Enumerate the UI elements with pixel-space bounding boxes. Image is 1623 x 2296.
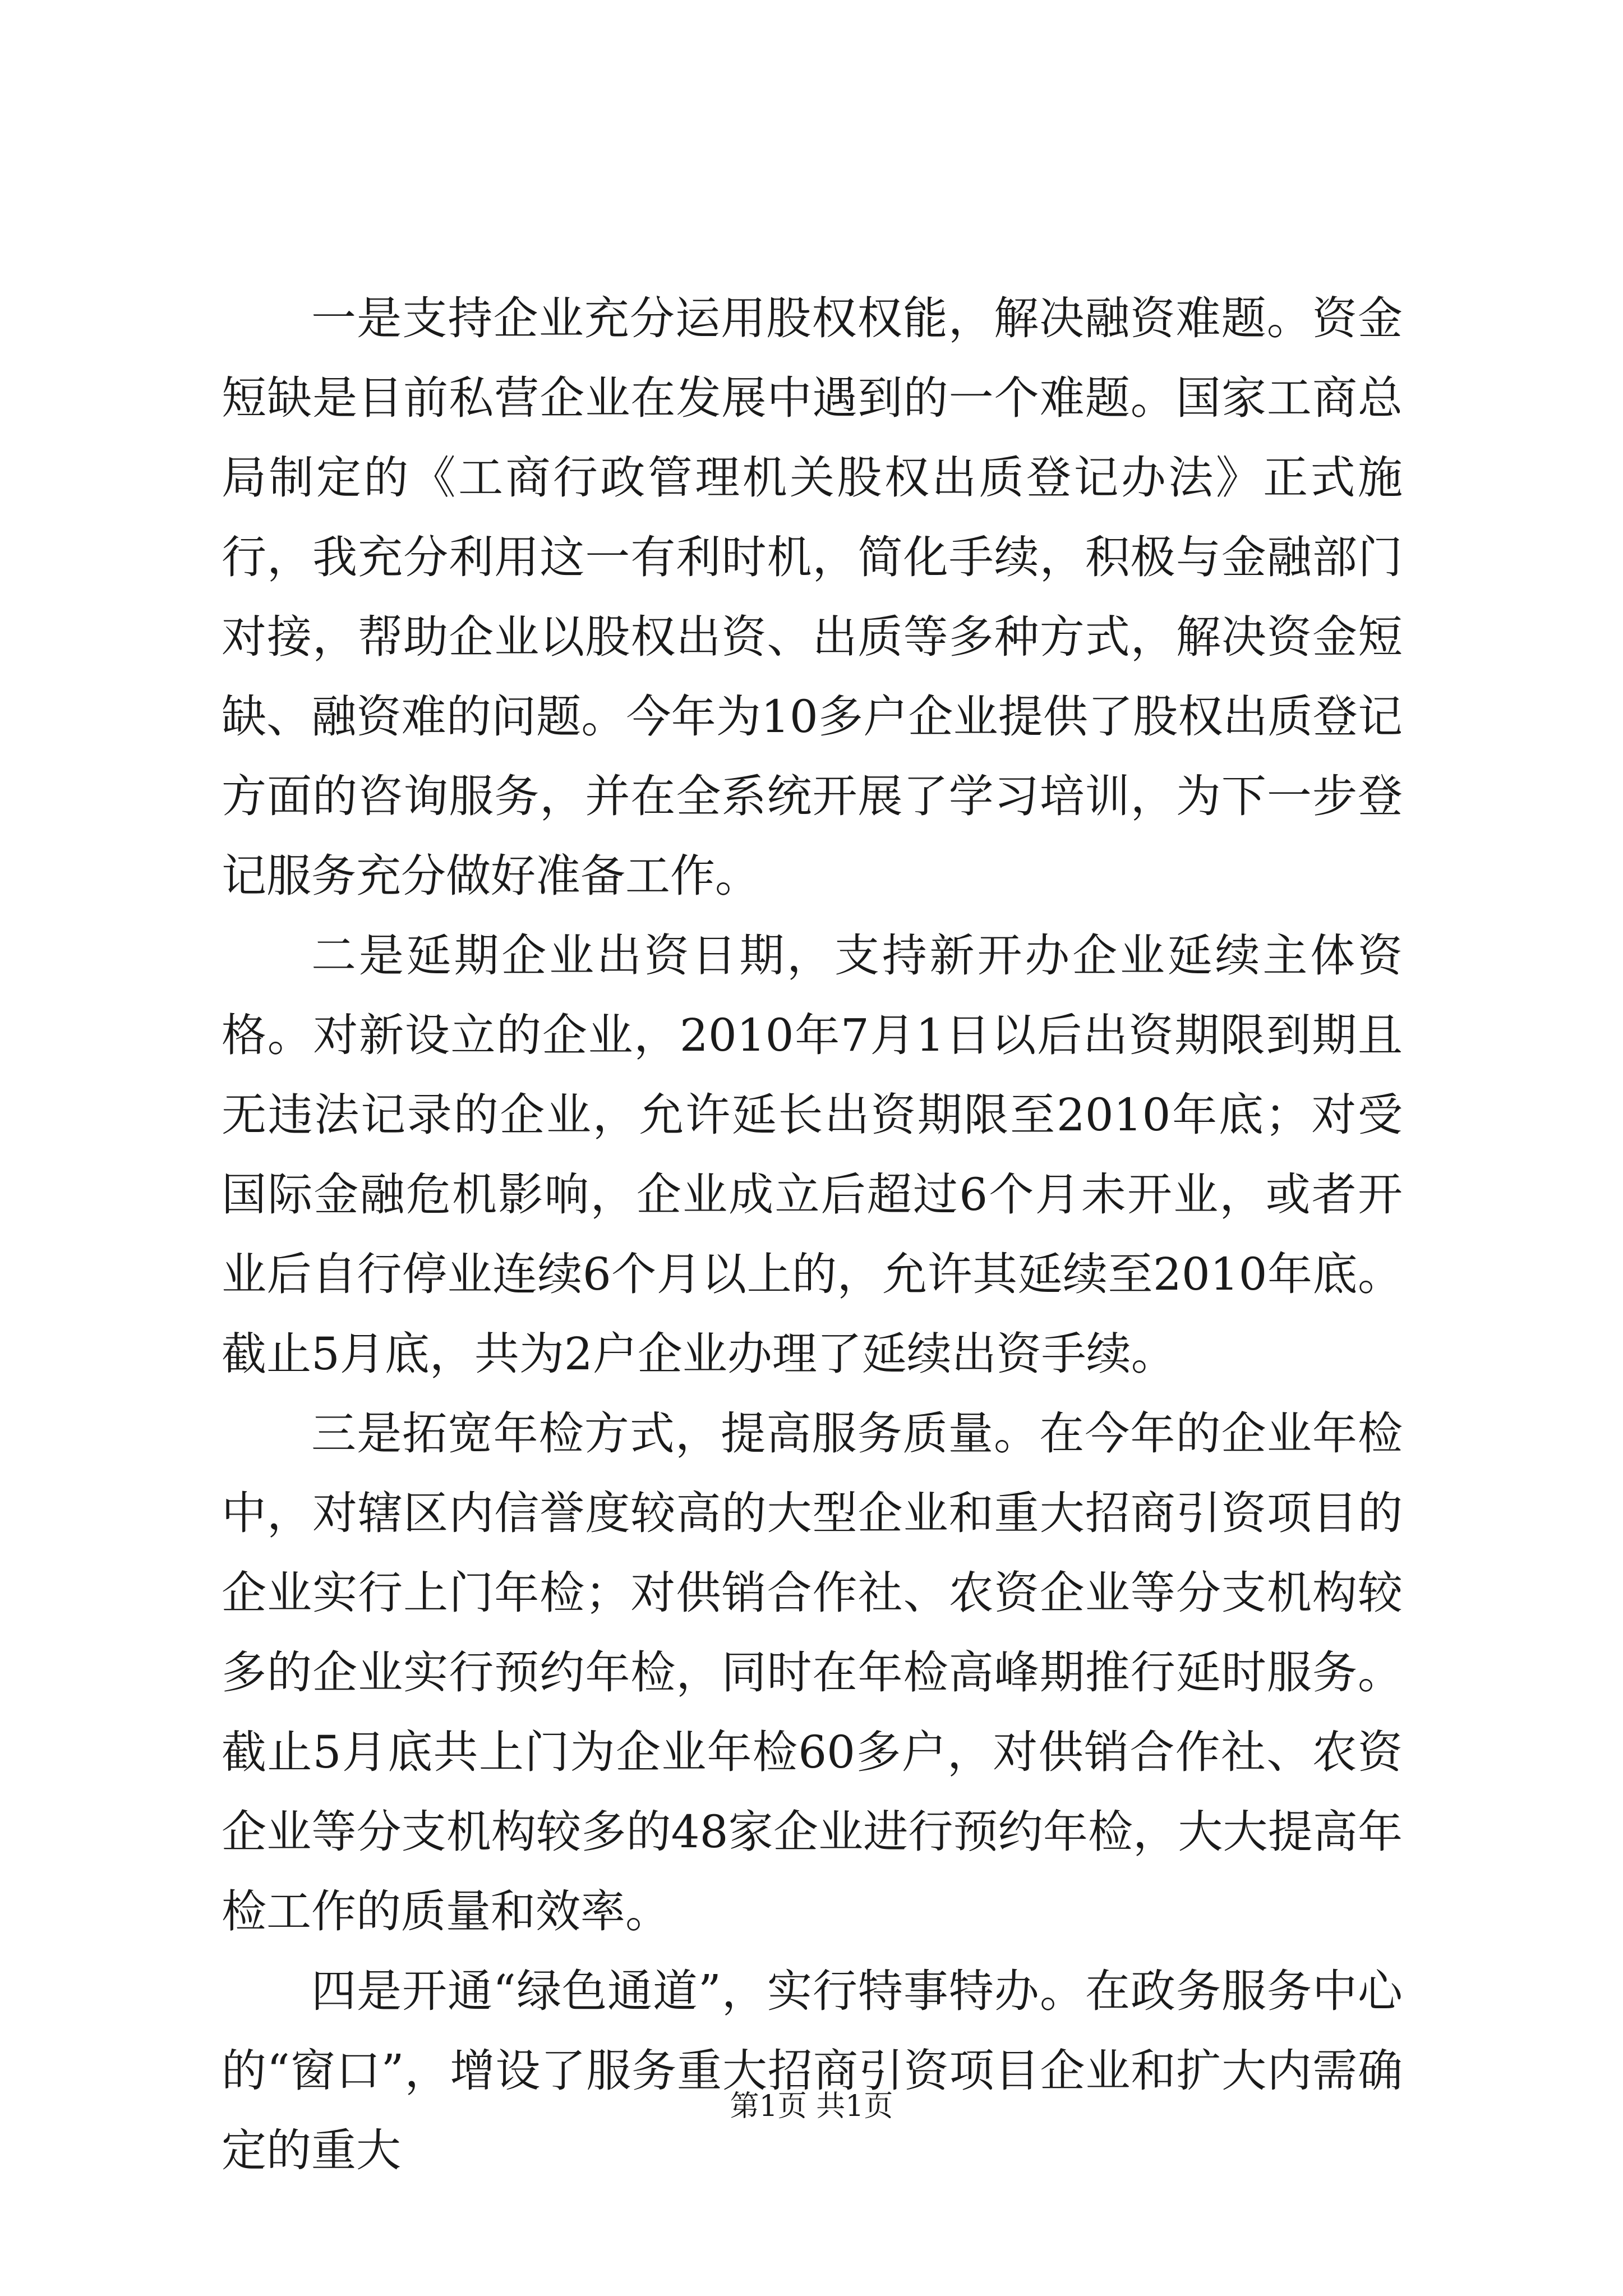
paragraph-equity-pledge: 一是支持企业充分运用股权权能，解决融资难题。资金短缺是目前私营企业在发展中遇到的一个难题。国家工商总局制定的《工商行政管理机关股权出质登记办法》正式施行，我充分利用这一有利时机，简化手续，积极与金融部门对接，帮助企业以股权出资、出质等多种方式，解决资金短缺、融资难的问题。今年为10多户企业提供了股权出质登记方面的咨询服务，并在全系统开展了学习培训，为下一步登记服务充分做好准备工作。 <box>222 292 1403 902</box>
page-footer: 第1页 共1页 <box>730 2090 893 2123</box>
paragraph-green-channel: 四是开通“绿色通道”，实行特事特办。在政务服务中心的“窗口”，增设了服务重大招商引资项目企业和扩大内需确定的重大 <box>222 1965 1403 2177</box>
document-body <box>222 279 1403 2191</box>
paragraph-annual-inspection: 三是拓宽年检方式，提高服务质量。在今年的企业年检中，对辖区内信誉度较高的大型企业和重大招商引资项目的企业实行上门年检；对供销合作社、农资企业等分支机构较多的企业实行预约年检，同时在年检高峰期推行延时服务。截止5月底共上门为企业年检60多户，对供销合作社、农资企业等分支机构较多的48家企业进行预约年检，大大提高年检工作的质量和效率。 <box>222 1407 1403 1938</box>
paragraph-capital-deadline: 二是延期企业出资日期，支持新开办企业延续主体资格。对新设立的企业，2010年7月1日以后出资期限到期且无违法记录的企业，允许延长出资期限至2010年底；对受国际金融危机影响，企业成立后超过6个月未开业，或者开业后自行停业连续6个月以上的，允许其延续至2010年底。截止5月底，共为2户企业办理了延续出资手续。 <box>222 930 1403 1380</box>
